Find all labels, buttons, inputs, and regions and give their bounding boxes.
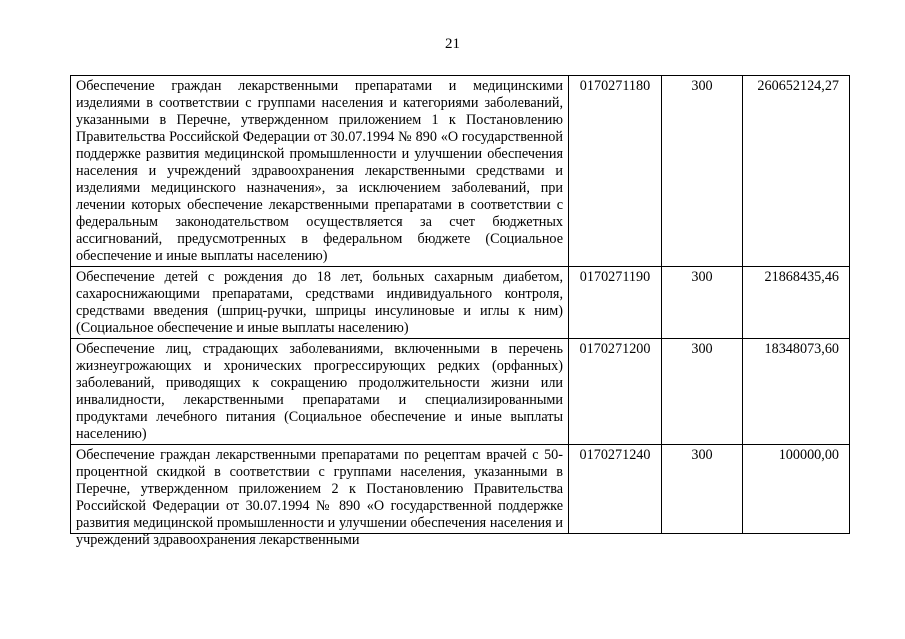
page-number: 21 (445, 36, 460, 52)
expense-type-cell: 300 (662, 76, 743, 267)
expense-name-text: Обеспечение граждан лекарственными препаратами по рецептам врачей с 50-процентной скидкой в соответствии с группами населения, указанными в Перечне, утвержденном приложением 2 к Постановлению Правительства Российской Федерации от 30.07.1994 № 890 «О государственной поддержке развития медицинской промышленности и улучшении обеспечения населения и учреждений здравоохранения лекарственными (76, 447, 563, 548)
table-row (71, 267, 850, 339)
amount-cell: 18348073,60 (743, 339, 850, 445)
amount-cell: 21868435,46 (743, 267, 850, 339)
target-code-cell: 0170271180 (569, 76, 662, 267)
expense-type-cell: 300 (662, 267, 743, 339)
table-row (71, 76, 850, 267)
expense-name-cell: Обеспечение лиц, страдающих заболеваниями, включенными в перечень жизнеугрожающих и хронических прогрессирующих редких (орфанных) заболеваний, приводящих к сокращению продолжительности жизни или инвалидности, лекарственными препаратами и специализированными продуктами лечебного питания (Социальное обеспечение и иные выплаты населению) (71, 339, 569, 445)
expense-name-cell (71, 445, 569, 548)
table-row (71, 339, 850, 445)
amount-cell: 260652124,27 (743, 76, 850, 267)
expense-type-cell: 300 (662, 445, 743, 534)
target-code-cell: 0170271240 (569, 445, 662, 534)
expense-type-cell: 300 (662, 339, 743, 445)
table-row (71, 445, 850, 534)
target-code-cell: 0170271190 (569, 267, 662, 339)
target-code-cell: 0170271200 (569, 339, 662, 445)
amount-cell: 100000,00 (743, 445, 850, 534)
budget-table (70, 75, 850, 548)
expense-name-cell: Обеспечение детей с рождения до 18 лет, больных сахарным диабетом, сахароснижающими препаратами, средствами индивидуального контроля, средствами введения (шприц-ручки, шприцы инсулиновые и иглы к ним) (Социальное обеспечение и иные выплаты населению) (71, 267, 569, 339)
expense-name-cell: Обеспечение граждан лекарственными препаратами и медицинскими изделиями в соответствии с группами населения и категориями заболеваний, указанными в Перечне, утвержденном приложением 1 к Постановлению Правительства Российской Федерации от 30.07.1994 № 890 «О государственной поддержке развития медицинской промышленности и улучшении обеспечения населения и учреждений здравоохранения лекарственными средствами и изделиями медицинского назначения», за исключением заболеваний, при лечении которых обеспечение лекарственными препаратами в соответствии с федеральным законодательством осуществляется за счет бюджетных ассигнований, предусмотренных в федеральном бюджете (Социальное обеспечение и иные выплаты населению) (71, 76, 569, 267)
